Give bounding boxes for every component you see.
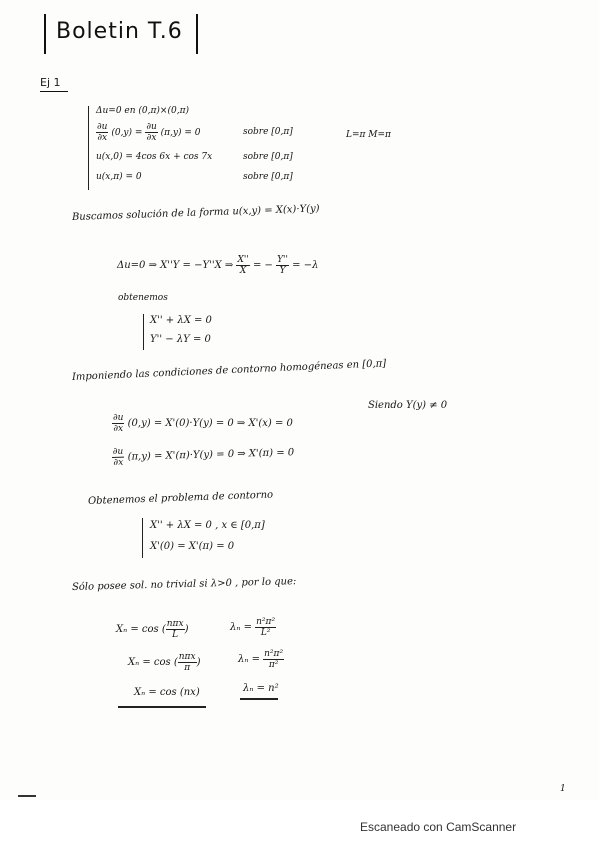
problem-2: X'(0) = X'(π) = 0: [150, 541, 235, 552]
eigenfunction-2: Xₙ = cos ( $\frac{\text{nπx}}{\pi}$ ): [128, 652, 201, 673]
system-line-3: u(x,0) = 4cos 6x + cos 7x: [96, 152, 213, 162]
obtain-label: obtenemos: [118, 293, 168, 303]
imposing-text: Imponiendo las condiciones de contorno homogéneas en [0,π]: [71, 358, 387, 383]
boundary-condition-1: $\frac{\partial u}{\partial x}$ (0,y) = X'(0)·Y(y) = 0 ⇒ X'(x) = 0: [113, 413, 293, 434]
eigenvalue-1: λₙ = $\frac{\text{n²π²}}{\text{L²}}$: [230, 617, 276, 638]
system-brace: [88, 106, 89, 190]
obtain-problem: Obtenemos el problema de contorno: [87, 489, 274, 507]
scanner-watermark: Escaneado con CamScanner: [360, 820, 517, 834]
system-line-2-domain: sobre [0,π]: [243, 127, 293, 137]
problem-brace: [142, 518, 143, 558]
nontrivial-text: Sólo posee sol. no trivial si λ>0 , por lo que:: [71, 576, 297, 593]
ode-2: Y'' − λY = 0: [150, 334, 211, 345]
eigenvalue-2: λₙ = $\frac{\text{n²π²}}{\text{π²}}$: [238, 649, 284, 670]
exercise-underline: [40, 91, 68, 92]
system-line-2: $\frac{\partial u}{\partial x}$ (0,y) = $\frac{\partial u}{\partial x}$ (π,y) = 0: [97, 122, 201, 143]
eigenfunction-3: Xₙ = cos (nx): [134, 687, 200, 698]
separation-intro: Buscamos solución de la forma u(x,y) = X(x)·Y(y): [71, 203, 320, 223]
problem-1: X'' + λX = 0 , x ∈ [0,π]: [150, 520, 265, 531]
eigenvalue-underline: [240, 698, 278, 700]
eigenfunction-1: Xₙ = cos ( $\frac{\text{nπx}}{L}$ ): [116, 619, 189, 640]
ode-1: X'' + λX = 0: [150, 315, 212, 326]
system-line-1: Δu=0 en (0,π)×(0,π): [96, 106, 189, 116]
eigenvalue-3: λₙ = n²: [243, 683, 279, 694]
exercise-label: Ej 1: [40, 76, 61, 89]
system-params: L=π M=π: [346, 130, 391, 140]
boundary-note: Siendo Y(y) ≠ 0: [368, 400, 448, 411]
laplace-step: Δu=0 ⇒ X''Y = −Y''X ⇒ $\frac{X''}{X}$ = − $\frac{Y''}{Y}$ = −λ: [117, 255, 319, 276]
boundary-condition-2: $\frac{\partial u}{\partial x}$ (π,y) = X'(π)·Y(y) = 0 ⇒ X'(π) = 0: [112, 446, 295, 468]
page-margin-mark: [18, 795, 36, 797]
system-line-3-domain: sobre [0,π]: [243, 152, 293, 162]
ode-brace: [143, 314, 144, 350]
eigenfunction-underline: [118, 706, 206, 708]
system-line-4: u(x,π) = 0: [96, 172, 142, 182]
page-number: 1: [560, 784, 566, 794]
page-title: Boletin T.6: [56, 19, 183, 44]
system-line-4-domain: sobre [0,π]: [243, 172, 293, 182]
